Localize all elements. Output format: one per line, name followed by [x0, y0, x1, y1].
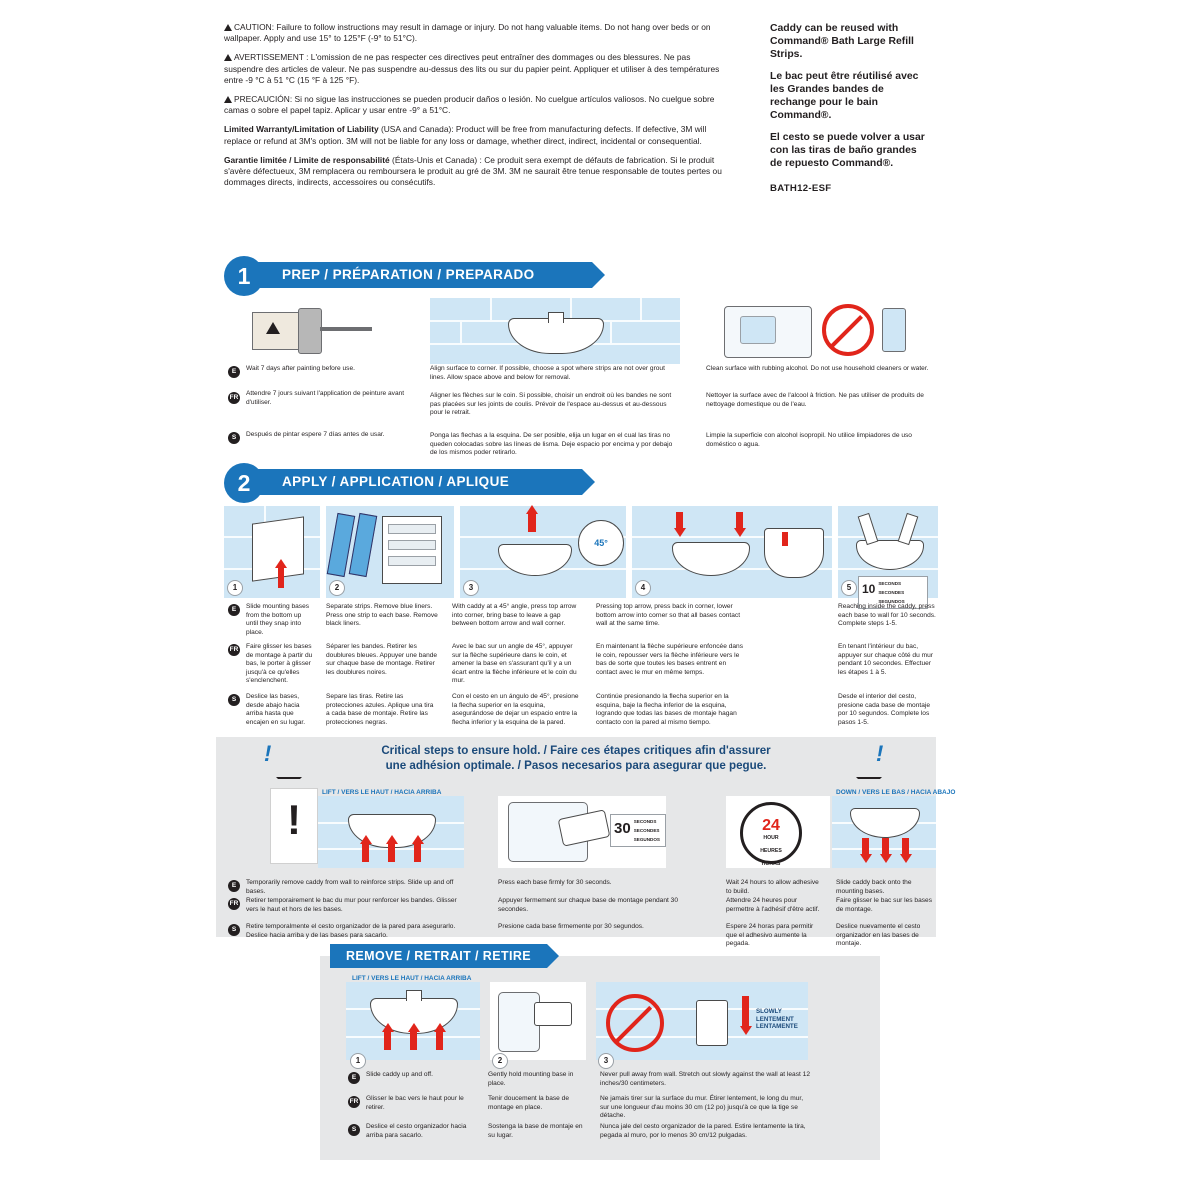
lang-badge-en: E — [228, 366, 240, 378]
arrow-up-icon — [278, 568, 284, 588]
critical-step-6-illustration — [318, 796, 464, 868]
apply-caption-2-en: Separate strips. Remove blue liners. Press one strip to each base. Remove black liners. — [326, 603, 438, 628]
prep-caption-3-fr: Nettoyer la surface avec de l'alcool à friction. Ne pas utiliser de produits de nettoyage domestique ou de l'eau. — [706, 392, 924, 408]
apply-caption-1-en: Slide mounting bases from the bottom up until they snap into place. — [246, 603, 310, 636]
remove-step-3-illustration — [596, 982, 808, 1060]
apply-caption-5-es: Desde el interior del cesto, presione cada base de montaje por 10 segundos. Complete los pasos 1-5. — [838, 693, 931, 726]
reuse-fr: Le bac peut être réutilisé avec les Grandes bandes de rechange pour le bain Command®. — [770, 71, 919, 121]
apply-step-5-illustration — [838, 506, 938, 604]
apply-caption-1-fr: Faire glisser les bases de montage à partir du bas, le porter à glisser jusqu'à ce qu'elles s'enclenchent. — [246, 643, 313, 685]
arrow-down-icon — [742, 996, 749, 1026]
section-header-apply — [224, 469, 624, 499]
prep-caption-2-es: Ponga las flechas a la esquina. De ser posible, elija un lugar en el cual las tiras no queden colocadas sobre las líneas de lisma. Deje espacio por encima y por debajo de los mismos poder retirarlo. — [430, 432, 673, 457]
critical-exclamation-box: ! — [270, 788, 318, 864]
apply-caption-1-es: Deslice las bases, desde abajo hacia arriba hasta que encajen en su lugar. — [246, 693, 306, 726]
prep-caption-2-en: Align surface to corner. If possible, choose a spot where strips are not over grout lines. Allow space above and below for removal. — [430, 365, 665, 381]
warning-triangle-icon — [224, 96, 232, 103]
lang-badge-es: S — [228, 432, 240, 444]
apply-caption-3-en: With caddy at a 45° angle, press top arrow into corner, bring base to leave a gap between bottom arrow and wall corner. — [452, 603, 577, 628]
section-title-prep: PREP / PRÉPARATION / PREPARADO — [258, 262, 592, 288]
lang-badge-fr: FR — [228, 392, 240, 404]
lang-badge-en: E — [348, 1072, 360, 1084]
critical-caption-9-es: Deslice nuevamente el cesto organizador en las bases de montaje. — [836, 923, 921, 948]
prep-caption-1-es: Después de pintar espere 7 días antes de usar. — [246, 431, 385, 438]
critical-caption-6-es: Retire temporalmente el cesto organizador de la pared para asegurarlo. Deslice hacia arriba y de las bases para sacarlo. — [246, 923, 456, 939]
critical-caption-8-fr: Attendre 24 heures pour permettre à l'adhésif d'être actif. — [726, 897, 820, 913]
apply-caption-3-es: Con el cesto en un ángulo de 45°, presione la flecha superior en la esquina, asegurándose de dejar un espacio entre la flecha inferior y la esquina de la pared. — [452, 693, 579, 726]
lang-badge-es: S — [228, 694, 240, 706]
apply-caption-5-en: Reaching inside the caddy, press each base to wall for 10 seconds. Complete steps 1-5. — [838, 603, 936, 628]
apply-caption-4-fr: En maintenant la flèche supérieure enfoncée dans le coin, repousser vers la flèche inférieure vers le bas de sorte que toutes les bases entrent en contact avec le mur en même temps. — [596, 643, 743, 676]
wait-24-hours-badge: 24 HOUR HEURES HORAS — [740, 802, 802, 864]
remove-caption-3-en: Never pull away from wall. Stretch out slowly against the wall at least 12 inches/30 centimeters. — [600, 1071, 810, 1087]
arrow-down-icon — [862, 838, 869, 854]
critical-caption-8-es: Espere 24 horas para permitir que el adhesivo aumente la pegada. — [726, 923, 814, 948]
critical-step-9-illustration — [832, 796, 936, 868]
reuse-en: Caddy can be reused with Command® Bath Large Refill Strips. — [770, 23, 914, 60]
section-number-2: 2 — [224, 463, 264, 503]
no-pull-icon — [606, 994, 664, 1052]
timer-badge-10s: 10 SECONDS SECONDES SEGUNDOS — [858, 576, 928, 609]
arrow-up-icon — [410, 1032, 417, 1050]
prep-illustration-paint — [248, 300, 378, 362]
label-lift-1: LIFT / VERS LE HAUT / HACIA ARRIBA — [322, 789, 442, 796]
arrow-up-icon — [388, 844, 395, 862]
remove-step-marker-2: 2 — [492, 1053, 508, 1069]
warranty-fr-title: Garantie limitée / Limite de responsabilité — [224, 154, 390, 165]
timer-badge-30s: 30 SECONDS SECONDES SEGUNDOS — [610, 814, 666, 847]
lang-badge-fr: FR — [228, 644, 240, 656]
section-title-apply: APPLY / APPLICATION / APLIQUE — [258, 469, 582, 495]
section-number-1: 1 — [224, 256, 264, 296]
legal-text-block — [224, 22, 724, 196]
prep-illustration-clean — [718, 298, 938, 364]
critical-step-7-illustration — [498, 796, 666, 868]
critical-caption-6-en: Temporarily remove caddy from wall to reinforce strips. Slide up and off bases. — [246, 879, 454, 895]
critical-step-8-illustration — [726, 796, 830, 868]
caution-en: CAUTION: Failure to follow instructions may result in damage or injury. Do not hang valuable items. Do not hang over beds or on wallpaper. Apply and use 15° to 125°F (-9° to 51°C). — [224, 22, 711, 44]
lang-badge-fr: FR — [228, 898, 240, 910]
warranty-fr-body: (États-Unis et Canada) : Ce produit sera exempt de défauts de fabrication. Si le produit s'avère défectueux, 3M remplacera ou remboursera le produit au gré de 3M. 3M ne saurait être tenue responsable de toutes pertes ou dommages directs, indirects, accessoires ou consécutifs. — [224, 154, 722, 188]
remove-caption-1-fr: Glisser le bac vers le haut pour le retirer. — [366, 1095, 464, 1111]
warranty-en-title: Limited Warranty/Limitation of Liability — [224, 124, 379, 135]
remove-step-marker-1: 1 — [350, 1053, 366, 1069]
lang-badge-en: E — [228, 880, 240, 892]
critical-caption-7-en: Press each base firmly for 30 seconds. — [498, 879, 612, 886]
critical-caption-9-en: Slide caddy back onto the mounting bases. — [836, 879, 912, 895]
lang-badge-es: S — [228, 924, 240, 936]
exclamation-icon-left: ! — [264, 741, 272, 766]
arrow-down-icon — [676, 512, 683, 528]
slowly-label: SLOWLY LENTEMENT LENTAMENTE — [756, 1008, 798, 1031]
remove-step-1-illustration — [346, 982, 480, 1060]
step-marker-2: 2 — [329, 580, 345, 596]
critical-caption-7-fr: Appuyer fermement sur chaque base de montage pendant 30 secondes. — [498, 897, 678, 913]
step-marker-5: 5 — [841, 580, 857, 596]
remove-caption-1-en: Slide caddy up and off. — [366, 1071, 433, 1078]
apply-caption-3-fr: Avec le bac sur un angle de 45°, appuyer sur la flèche supérieure dans le coin, et amener la base en s'assurant qu'il y a un écart entre la flèche inférieure et le coin du mur. — [452, 643, 577, 685]
reuse-es: El cesto se puede volver a usar con las tiras de baño grandes de repuesto Command®. — [770, 132, 925, 169]
warning-triangle-icon — [224, 54, 232, 61]
apply-caption-5-fr: En tenant l'intérieur du bac, appuyer sur chaque côté du mur pendant 10 secondes. Effectuer les étapes 1 à 5. — [838, 643, 933, 676]
section-header-prep — [224, 262, 614, 292]
prep-caption-1-fr: Attendre 7 jours suivant l'application de peinture avant d'utiliser. — [246, 390, 405, 406]
remove-step-2-illustration — [490, 982, 586, 1060]
apply-caption-2-fr: Séparer les bandes. Retirer les doublures bleues. Appuyer une bande sur chaque base de montage. Retirer les doublures noires. — [326, 643, 438, 676]
arrow-up-icon — [436, 1032, 443, 1050]
arrow-up-icon — [384, 1032, 391, 1050]
remove-caption-2-en: Gently hold mounting base in place. — [488, 1071, 574, 1087]
critical-steps-banner — [216, 737, 936, 779]
product-code: BATH12-ESF — [770, 183, 832, 194]
remove-caption-2-fr: Tenir doucement la base de montage en place. — [488, 1095, 570, 1111]
arrow-down-icon — [902, 838, 909, 854]
prep-caption-3-es: Limpie la superficie con alcohol isopropil. No utilice limpiadores de uso doméstico o agua. — [706, 432, 912, 448]
arrow-up-icon — [414, 844, 421, 862]
caution-fr: AVERTISSEMENT : L'omission de ne pas respecter ces directives peut entraîner des dommages ou des blessures. Ne pas suspendre des articles de valeur. Ne pas suspendre au-dessus des lits ou sur du papier peint. Appliquer et utiliser à des températures entre -9 °C à 51 °C (15 °F à 125 °F). — [224, 52, 720, 85]
section-title-remove: REMOVE / RETRAIT / RETIRE — [330, 944, 547, 968]
label-down: DOWN / VERS LE BAS / HACIA ABAJO — [836, 789, 956, 796]
critical-caption-9-fr: Faire glisser le bac sur les bases de montage. — [836, 897, 933, 913]
remove-caption-1-es: Deslice el cesto organizador hacia arriba para sacarlo. — [366, 1123, 467, 1139]
arrow-up-icon — [528, 514, 536, 532]
lang-badge-en: E — [228, 604, 240, 616]
critical-caption-6-fr: Retirer temporairement le bac du mur pour renforcer les bandes. Glisser vers le haut et hors de les bases. — [246, 897, 457, 913]
remove-caption-3-es: Nunca jale del cesto organizador de la pared. Estire lentamente la tira, pegada al muro, por lo menos 30 cm/12 pulgadas. — [600, 1123, 806, 1139]
prep-caption-1-en: Wait 7 days after painting before use. — [246, 365, 355, 372]
arrow-down-icon — [736, 512, 743, 528]
step-marker-3: 3 — [463, 580, 479, 596]
prep-caption-3-en: Clean surface with rubbing alcohol. Do not use household cleaners or water. — [706, 365, 929, 372]
apply-step-2-illustration — [326, 506, 454, 598]
warranty-en-body: (USA and Canada): Product will be free from manufacturing defects. If defective, 3M will replace or refund at 3M's option. 3M will not be liable for any loss or damage, whether direct, indirect, incidental or consequential. — [224, 124, 707, 146]
apply-step-4-illustration — [632, 506, 832, 598]
apply-caption-4-en: Pressing top arrow, press back in corner, lower bottom arrow into corner so that all bases contact wall at the same time. — [596, 603, 741, 628]
remove-caption-3-fr: Ne jamais tirer sur la surface du mur. Étirer lentement, le long du mur, sur une longueur d'au moins 30 cm (12 po) jusqu'à ce que la tige se détache. — [600, 1095, 804, 1120]
apply-caption-2-es: Separe las tiras. Retire las protecciones azules. Aplique una tira a cada base de montaje. Retire las protecciones negras. — [326, 693, 434, 726]
arrow-up-icon — [362, 844, 369, 862]
remove-step-marker-3: 3 — [598, 1053, 614, 1069]
apply-step-3-illustration: 45° 3 — [460, 506, 626, 598]
warning-triangle-icon — [224, 24, 232, 31]
lang-badge-es: S — [348, 1124, 360, 1136]
critical-caption-7-es: Presione cada base firmemente por 30 segundos. — [498, 923, 644, 930]
reuse-note-block — [770, 22, 930, 195]
step-marker-4: 4 — [635, 580, 651, 596]
caution-es: PRECAUCIÓN: Si no sigue las instrucciones se pueden producir daños o lesión. No cuelgue artículos valiosos. No cuelgue sobre camas o sobre el papel tapiz. Aplicar y usar entre -9° a 51°C. — [224, 94, 715, 116]
prep-caption-2-fr: Aligner les flèches sur le coin. Si possible, choisir un endroit où les bandes ne sont pas placées sur les joints de coulis. Prévoir de l'espace au-dessus et au-dessous pour le retrait. — [430, 392, 672, 417]
arrow-down-icon — [882, 838, 889, 854]
critical-steps-text: Critical steps to ensure hold. / Faire ces étapes critiques afin d'assurer une adhésion optimale. / Pasos necesarios para asegurar que pegue. — [381, 744, 771, 772]
prep-illustration-align — [430, 298, 680, 364]
exclamation-icon-right: ! — [876, 741, 884, 766]
step-marker-1: 1 — [227, 580, 243, 596]
critical-caption-8-en: Wait 24 hours to allow adhesive to build. — [726, 879, 819, 895]
lang-badge-fr: FR — [348, 1096, 360, 1108]
remove-caption-2-es: Sostenga la base de montaje en su lugar. — [488, 1123, 583, 1139]
apply-caption-4-es: Continúe presionando la flecha superior en la esquina, baje la flecha inferior de la esquina, logrando que todas las bases de montaje hagan contacto con la pared al mismo tiempo. — [596, 693, 737, 726]
label-lift-2: LIFT / VERS LE HAUT / HACIA ARRIBA — [352, 975, 472, 982]
apply-step-1-illustration — [224, 506, 320, 598]
arrow-icon — [782, 532, 788, 546]
no-water-icon — [822, 304, 874, 356]
